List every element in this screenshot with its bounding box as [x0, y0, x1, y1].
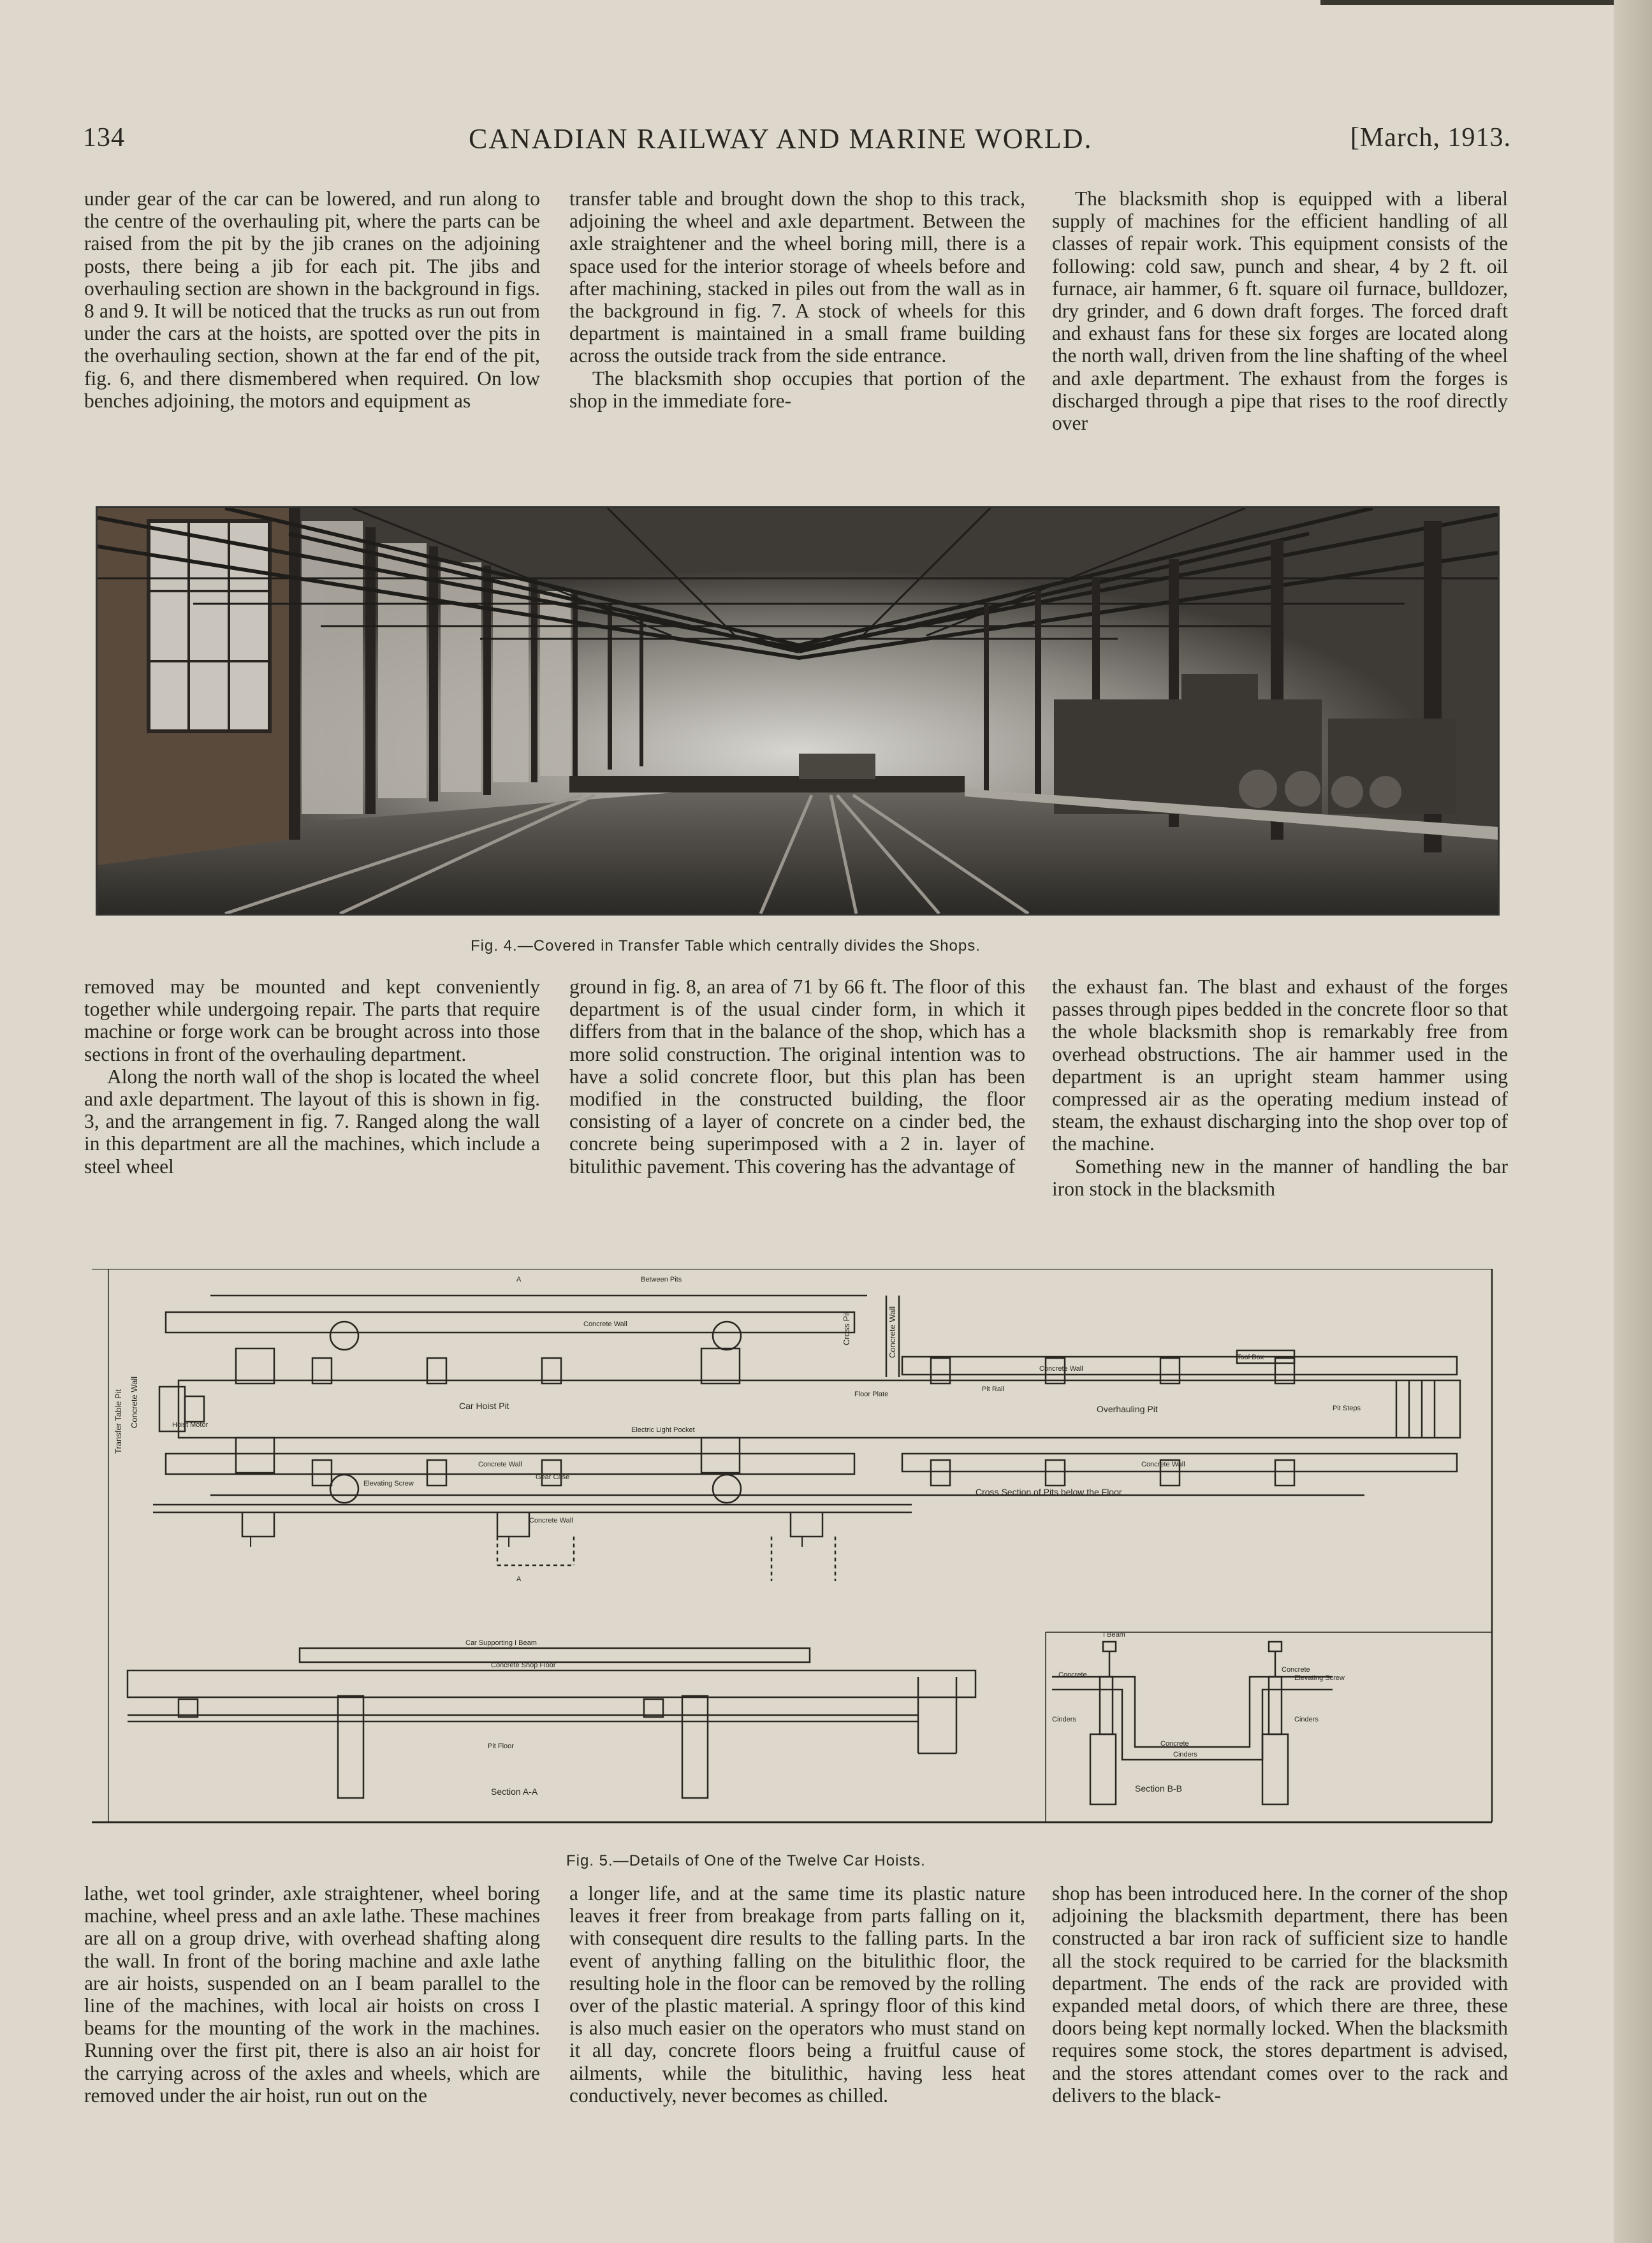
fig4-photograph: [96, 506, 1500, 916]
label-gear-case: Gear Case: [536, 1473, 570, 1481]
page-number: 134: [83, 123, 125, 152]
paragraph: transfer table and brought down the shop to this track, adjoining the wheel and axle department. Between the axle straightener and the wheel boring mill, there is a space used for the interior storage of wheels before and after machining, stacked in piles out from the wall as in the background in fig. 7. A stock of wheels for this department is maintained in a small frame building across the outside track from the side entrance.: [569, 187, 1025, 367]
paragraph: The blacksmith shop occupies that portion of the shop in the immediate fore-: [569, 367, 1025, 412]
label-electric-light-pocket: Electric Light Pocket: [631, 1426, 695, 1434]
paragraph: Along the north wall of the shop is located the wheel and axle department. The layout of this is shown in fig. 3, and the arrangement in fig. 7. Ranged along the wall in this department are all the machines, which include a steel wheel: [84, 1065, 540, 1178]
label-concrete-wall-4: Concrete Wall: [1141, 1461, 1185, 1468]
label-tool-box: Tool Box: [1237, 1354, 1264, 1361]
middle-column-3: [1052, 975, 1508, 1200]
fig5-drawing: [89, 1269, 1498, 1830]
label-cross-pit: Cross Pit: [842, 1311, 851, 1345]
label-transfer-table-pit: Transfer Table Pit: [113, 1389, 123, 1454]
label-concrete-wall-2: Concrete Wall: [1039, 1365, 1083, 1373]
bottom-column-2: [569, 1882, 1025, 2107]
label-section-aa: Section A-A: [491, 1786, 538, 1797]
label-elevating-screw-bb: Elevating Screw: [1294, 1674, 1345, 1682]
top-column-3: [1052, 187, 1508, 434]
bottom-column-3: [1052, 1882, 1508, 2107]
paragraph: ground in fig. 8, an area of 71 by 66 ft. The floor of this department is of the usual cinder form, in which it differs from that in the balance of the shop, which has a more solid construction. The original intention was to have a solid concrete floor, but this plan has been modified in the constructed building, the floor consisting of a layer of concrete on a cinder bed, the concrete being superimposed with a 2 in. layer of bitulithic pavement. This covering has the advantage of: [569, 975, 1025, 1178]
label-pit-floor: Pit Floor: [488, 1743, 514, 1750]
label-floor-plate: Floor Plate: [854, 1391, 889, 1398]
label-hoist-motor: Hoist Motor: [172, 1421, 208, 1429]
label-concrete-wall-left: Concrete Wall: [129, 1376, 139, 1428]
label-between-pits: Between Pits: [641, 1276, 682, 1283]
label-i-beam: I Beam: [1103, 1631, 1125, 1639]
label-elevating-screw: Elevating Screw: [363, 1480, 414, 1487]
label-concrete-wall-vertical: Concrete Wall: [888, 1306, 897, 1358]
label-pit-steps: Pit Steps: [1333, 1405, 1361, 1412]
label-concrete-wall-1: Concrete Wall: [583, 1320, 627, 1328]
i-beam-mark-2: I: [507, 1534, 511, 1550]
i-beam-mark-1: I: [249, 1534, 253, 1550]
paragraph: lathe, wet tool grinder, axle straightener, wheel boring machine, wheel press and an axle lathe. These machines are all on a group drive, with overhead shafting along the wall. In front of the boring machine and axle lathe are air hoists, suspended on an I beam parallel to the line of the machines, with local air hoists on cross I beams for the mounting of the work in the machines. Running over the first pit, there is also an air hoist for the carrying across of the axles and wheels, which are removed under the air hoist, run out on the: [84, 1882, 540, 2107]
scan-edge: [1320, 0, 1652, 5]
section-a-mark-1: A: [516, 1276, 522, 1283]
paragraph: removed may be mounted and kept conveniently together while undergoing repair. The parts that require machine or forge work can be brought across into those sections in front of the overhauling department.: [84, 975, 540, 1065]
top-column-2: [569, 187, 1025, 412]
label-cinders-1: Cinders: [1052, 1716, 1076, 1723]
middle-column-2: [569, 975, 1025, 1178]
paragraph: shop has been introduced here. In the corner of the shop adjoining the blacksmith department, there has been constructed a bar iron rack of sufficient size to handle all the stock required to be carried for the blacksmith department. The ends of the rack are provided with expanded metal doors, of which there are three, these doors being kept normally locked. When the blacksmith requires some stock, the stores department is advised, and the stores attendant comes over to the rack and delivers to the black-: [1052, 1882, 1508, 2107]
label-cinders-2: Cinders: [1294, 1716, 1319, 1723]
paragraph: The blacksmith shop is equipped with a liberal supply of machines for the efficient handling of all classes of repair work. This equipment consists of the following: cold saw, punch and shear, 4 by 2 ft. oil furnace, air hammer, 6 ft. square oil furnace, bulldozer, dry grinder, and 6 down draft forges. The forced draft and exhaust fans for these six forges are located along the north wall, driven from the line shafting of the wheel and axle department. The exhaust from the forges is discharged through a pipe that rises to the roof directly over: [1052, 187, 1508, 435]
paragraph: the exhaust fan. The blast and exhaust of the forges passes through pipes bedded in the concrete floor so that the whole blacksmith shop is remarkably free from overhead obstructions. The air hammer used in the department is an upright steam hammer using compressed air as the operating medium instead of steam, the exhaust discharging into the shop over top of the machine.: [1052, 975, 1508, 1155]
paragraph: a longer life, and at the same time its plastic nature leaves it freer from breakage from parts falling on it, with consequent dire results to the falling parts. In the event of anything falling on the bitulithic floor, the resulting hole in the floor can be removed by the rolling over of the plastic material. A springy floor of this kind is also much easier on the operators who must stand on it all day, concrete floors being a fruitful cause of ailments, while the bitulithic, having less heat conductively, never becomes as chilled.: [569, 1882, 1025, 2107]
label-concrete-shop-floor: Concrete Shop Floor: [491, 1662, 556, 1669]
fig4-caption: Fig. 4.—Covered in Transfer Table which centrally divides the Shops.: [471, 937, 981, 954]
issue-date: [March, 1913.: [1350, 123, 1511, 152]
transfer-table-photo: [98, 508, 1498, 914]
car-hoist-plan: [89, 1269, 1498, 1830]
label-cinders-3: Cinders: [1173, 1751, 1197, 1758]
label-concrete-wall-3: Concrete Wall: [478, 1461, 522, 1468]
label-concrete-bb-3: Concrete: [1160, 1740, 1189, 1748]
page-gutter: [1614, 0, 1652, 2243]
running-header: [83, 122, 1511, 167]
i-beam-mark-3: I: [800, 1534, 805, 1550]
label-concrete-bb-2: Concrete: [1282, 1666, 1310, 1674]
label-concrete-wall-5: Concrete Wall: [529, 1517, 573, 1524]
label-cross-section-note: Cross Section of Pits below the Floor: [976, 1487, 1122, 1497]
section-a-mark-2: A: [516, 1575, 522, 1583]
label-section-bb: Section B-B: [1135, 1783, 1182, 1794]
middle-column-1: [84, 975, 540, 1178]
paragraph: under gear of the car can be lowered, and run along to the centre of the overhauling pit, where the parts can be raised from the pit by the jib cranes on the adjoining posts, there being a jib for each pit. The jibs and overhauling section are shown in the background in figs. 8 and 9. It will be noticed that the trucks as run out from under the cars at the hoists, are spotted over the pits in the overhauling section, shown at the far end of the pit, fig. 6, and there dismembered when required. On low benches adjoining, the motors and equipment as: [84, 187, 540, 412]
label-pit-rail: Pit Rail: [982, 1385, 1004, 1393]
label-car-hoist-pit: Car Hoist Pit: [459, 1401, 509, 1411]
label-overhauling-pit: Overhauling Pit: [1097, 1404, 1158, 1414]
top-column-1: [84, 187, 540, 412]
label-concrete-bb-1: Concrete: [1058, 1671, 1087, 1679]
paragraph: Something new in the manner of handling the bar iron stock in the blacksmith: [1052, 1155, 1508, 1200]
fig5-caption: Fig. 5.—Details of One of the Twelve Car Hoists.: [566, 1852, 926, 1869]
journal-title: CANADIAN RAILWAY AND MARINE WORLD.: [469, 123, 1093, 154]
label-car-supporting-beam: Car Supporting I Beam: [465, 1639, 537, 1647]
bottom-column-1: [84, 1882, 540, 2107]
